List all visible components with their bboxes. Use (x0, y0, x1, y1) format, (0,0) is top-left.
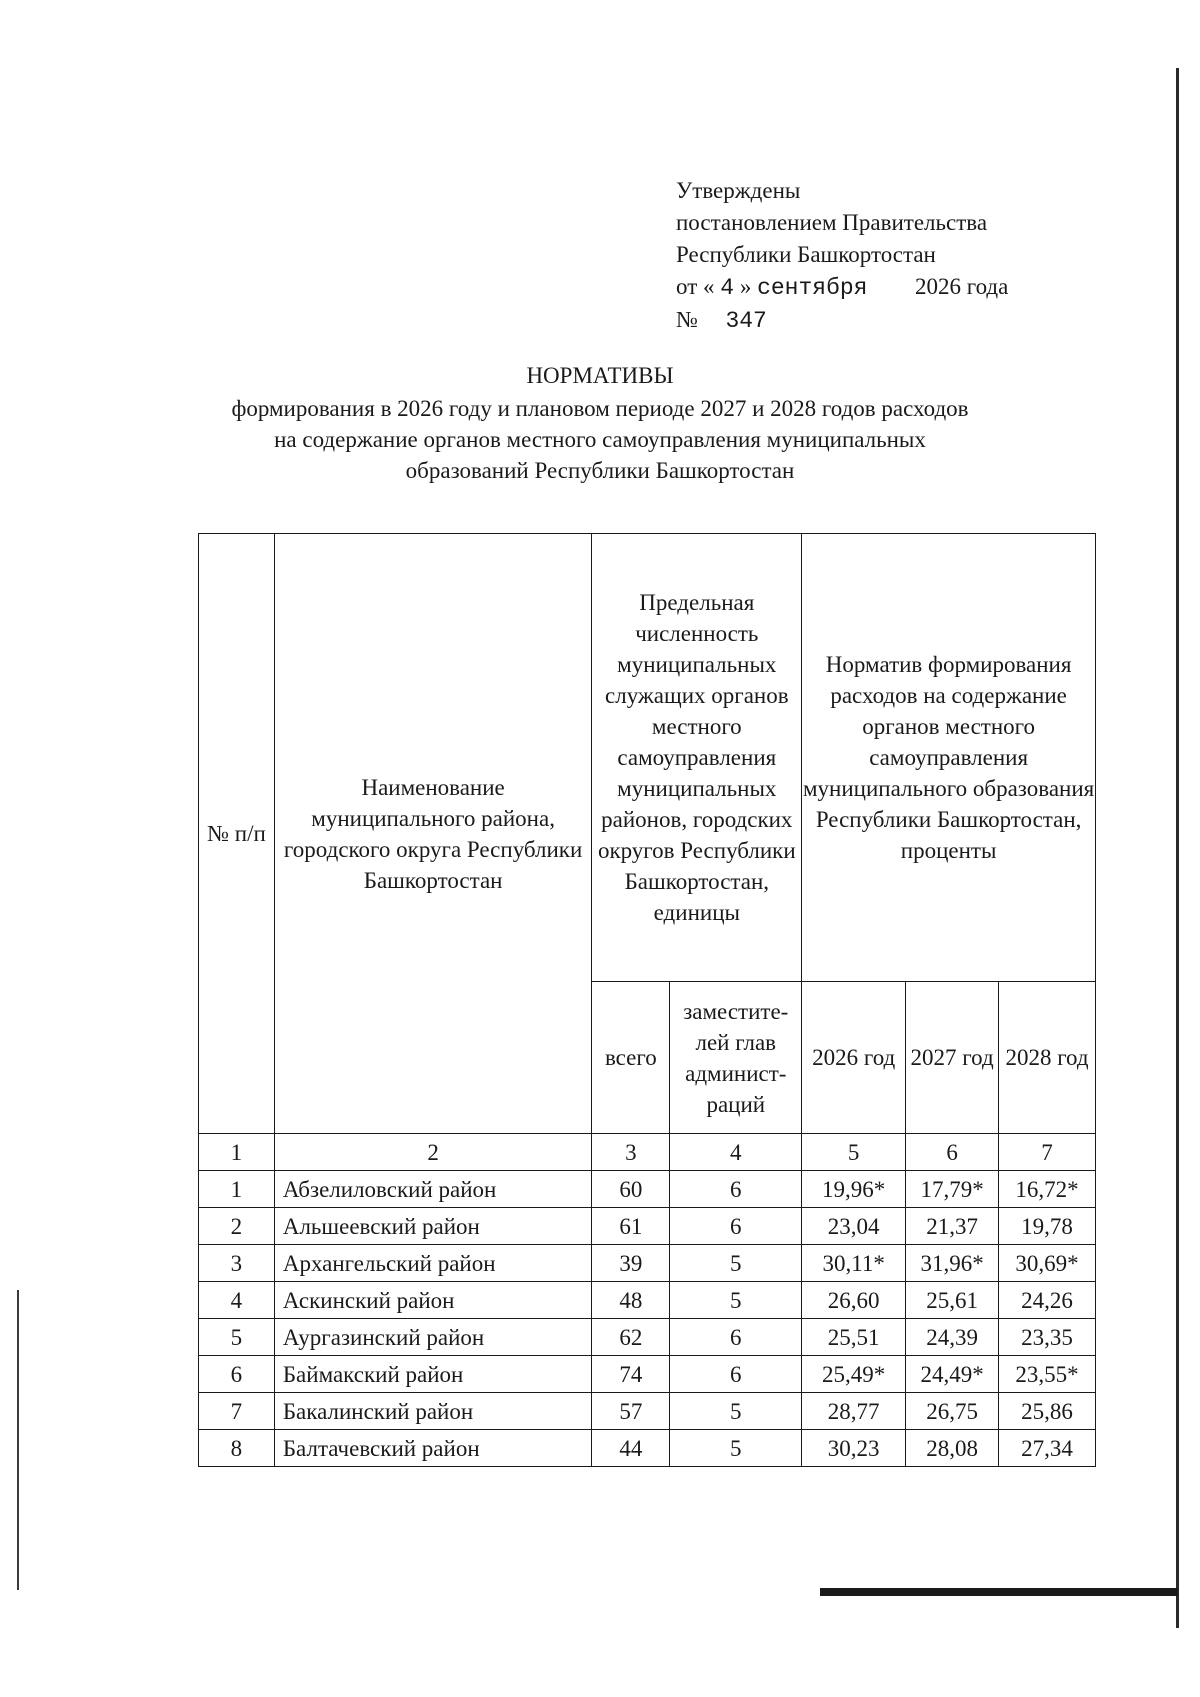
column-index: 1 (199, 1134, 275, 1171)
column-index: 6 (906, 1134, 999, 1171)
table-row (199, 1282, 1096, 1319)
header-norm: Норматив формирования расходов на содержание органов местного самоуправления муниципального образования Республики Башкортостан, проценты (802, 534, 1096, 982)
staff-deputies: 6 (670, 1208, 802, 1245)
header-deputies: заместите-лей глав админист-раций (670, 982, 802, 1134)
staff-total: 44 (592, 1430, 670, 1467)
column-index: 3 (592, 1134, 670, 1171)
header-total: всего (592, 982, 670, 1134)
staff-deputies: 5 (670, 1245, 802, 1282)
norm-2028: 16,72* (999, 1171, 1096, 1208)
approval-line: Утверждены (676, 178, 801, 203)
norm-2027: 28,08 (906, 1430, 999, 1467)
document-title (150, 360, 1050, 486)
norm-2028: 25,86 (999, 1393, 1096, 1430)
column-index-row (199, 1134, 1096, 1171)
header-2028: 2028 год (999, 982, 1096, 1134)
norm-2026: 30,11* (802, 1245, 906, 1282)
title-line: образований Республики Башкортостан (405, 458, 795, 483)
norm-2026: 28,77 (802, 1393, 906, 1430)
norm-2028: 23,35 (999, 1319, 1096, 1356)
title-heading: НОРМАТИВЫ (526, 363, 674, 388)
header-staff: Предельная численность муниципальных служащих органов местного самоуправления муниципальных районов, городских округов Республики Башкортостан, единицы (592, 534, 802, 982)
district-name: Балтачевский район (274, 1430, 592, 1467)
norm-2028: 23,55* (999, 1356, 1096, 1393)
norms-table (198, 533, 1096, 1467)
approval-date (676, 271, 1008, 304)
number-prefix: № (676, 307, 698, 332)
norm-2028: 27,34 (999, 1430, 1096, 1467)
norm-2027: 17,79* (906, 1171, 999, 1208)
staff-deputies: 5 (670, 1430, 802, 1467)
district-name: Аургазинский район (274, 1319, 592, 1356)
table-row (199, 1356, 1096, 1393)
table-row (199, 1319, 1096, 1356)
norm-2027: 31,96* (906, 1245, 999, 1282)
norm-2026: 25,49* (802, 1356, 906, 1393)
header-2026: 2026 год (802, 982, 906, 1134)
row-number: 4 (199, 1282, 275, 1319)
staff-deputies: 6 (670, 1171, 802, 1208)
column-index: 5 (802, 1134, 906, 1171)
title-line: на содержание органов местного самоуправления муниципальных (274, 427, 926, 452)
norm-2027: 24,39 (906, 1319, 999, 1356)
staff-deputies: 6 (670, 1356, 802, 1393)
norm-2026: 30,23 (802, 1430, 906, 1467)
district-name: Баймакский район (274, 1356, 592, 1393)
scan-edge-bottom (820, 1588, 1178, 1596)
row-number: 3 (199, 1245, 275, 1282)
staff-deputies: 5 (670, 1393, 802, 1430)
staff-total: 39 (592, 1245, 670, 1282)
norm-2027: 26,75 (906, 1393, 999, 1430)
table-row (199, 1245, 1096, 1282)
date-mid: » (739, 274, 752, 299)
row-number: 6 (199, 1356, 275, 1393)
column-index: 7 (999, 1134, 1096, 1171)
column-index: 4 (670, 1134, 802, 1171)
norm-2026: 26,60 (802, 1282, 906, 1319)
approval-number (676, 304, 1008, 337)
norm-2027: 25,61 (906, 1282, 999, 1319)
norm-2028: 24,26 (999, 1282, 1096, 1319)
district-name: Аскинский район (274, 1282, 592, 1319)
staff-deputies: 5 (670, 1282, 802, 1319)
district-name: Архангельский район (274, 1245, 592, 1282)
row-number: 8 (199, 1430, 275, 1467)
header-name: Наименование муниципального района, городского округа Республики Башкортостан (274, 534, 592, 1134)
header-num: № п/п (199, 534, 275, 1134)
number-value: 347 (725, 308, 767, 334)
norm-2026: 19,96* (802, 1171, 906, 1208)
staff-total: 60 (592, 1171, 670, 1208)
staff-total: 48 (592, 1282, 670, 1319)
header-2027: 2027 год (906, 982, 999, 1134)
staff-total: 57 (592, 1393, 670, 1430)
table-row (199, 1430, 1096, 1467)
row-number: 2 (199, 1208, 275, 1245)
norm-2027: 21,37 (906, 1208, 999, 1245)
approval-line: постановлением Правительства (676, 210, 988, 235)
row-number: 5 (199, 1319, 275, 1356)
title-line: формирования в 2026 году и плановом периоде 2027 и 2028 годов расходов (231, 396, 969, 421)
norm-2026: 25,51 (802, 1319, 906, 1356)
district-name: Абзелиловский район (274, 1171, 592, 1208)
district-name: Бакалинский район (274, 1393, 592, 1430)
approval-stamp (676, 175, 1008, 337)
table-row (199, 1171, 1096, 1208)
date-year: 2026 года (914, 274, 1009, 299)
row-number: 7 (199, 1393, 275, 1430)
staff-total: 61 (592, 1208, 670, 1245)
staff-deputies: 6 (670, 1319, 802, 1356)
scan-edge-left (17, 1290, 19, 1590)
approval-line: Республики Башкортостан (676, 242, 936, 267)
date-day: 4 (720, 275, 735, 301)
district-name: Альшеевский район (274, 1208, 592, 1245)
row-number: 1 (199, 1171, 275, 1208)
table-row (199, 1393, 1096, 1430)
norm-2027: 24,49* (906, 1356, 999, 1393)
table-row (199, 1208, 1096, 1245)
date-month: сентября (757, 275, 868, 301)
staff-total: 62 (592, 1319, 670, 1356)
scan-edge-right (1176, 68, 1179, 1628)
norm-2028: 30,69* (999, 1245, 1096, 1282)
date-prefix: от « (676, 274, 715, 299)
norm-2026: 23,04 (802, 1208, 906, 1245)
staff-total: 74 (592, 1356, 670, 1393)
column-index: 2 (274, 1134, 592, 1171)
norm-2028: 19,78 (999, 1208, 1096, 1245)
